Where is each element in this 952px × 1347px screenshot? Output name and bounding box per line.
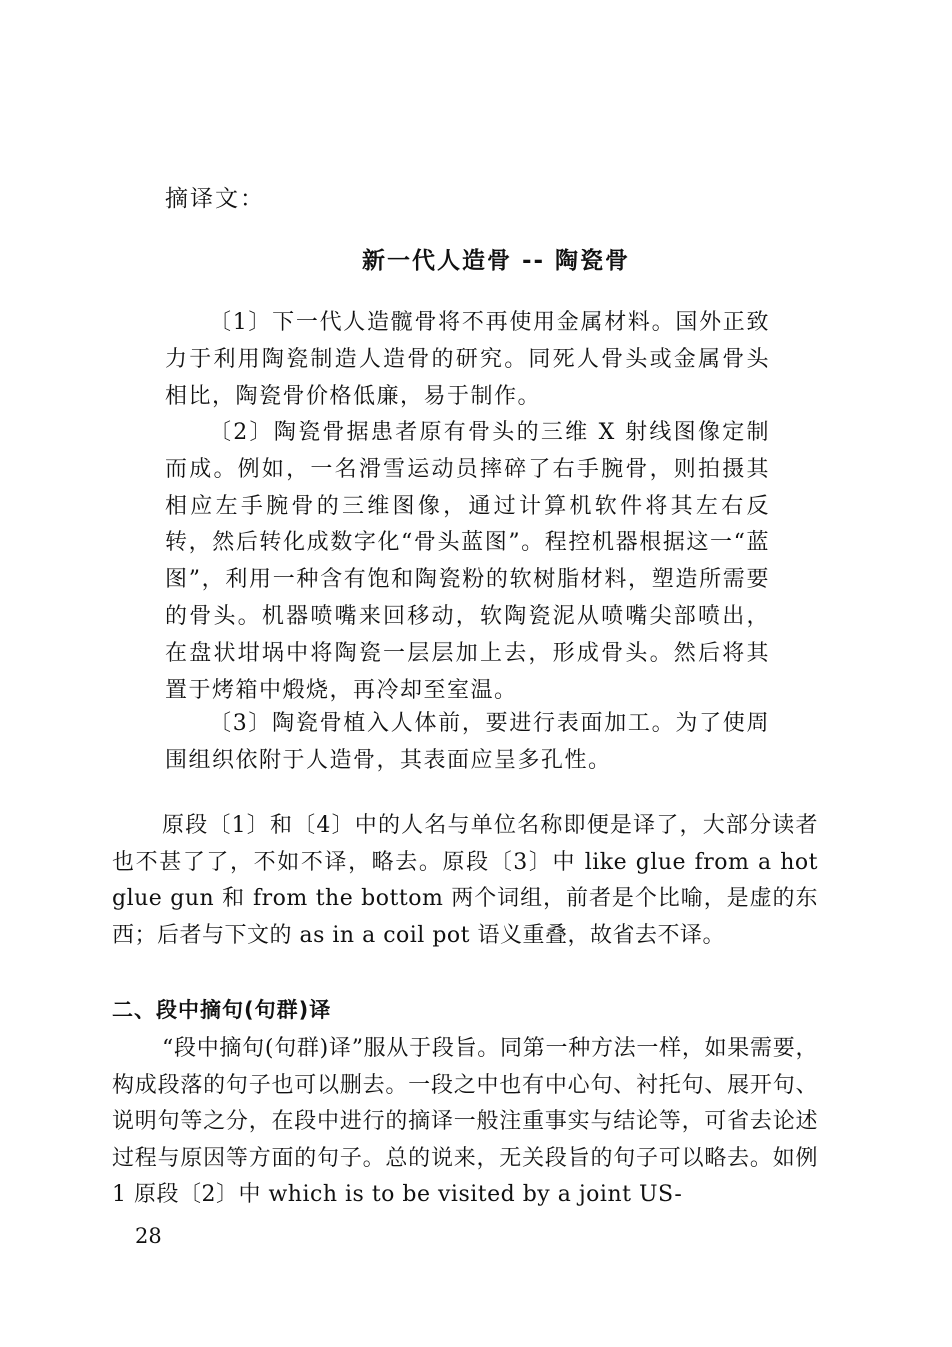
abstract-translation-label: 摘译文：	[165, 186, 265, 212]
section-paragraph: “段中摘句(句群)译”服从于段旨。同第一种方法一样，如果需要，构成段落的句子也可以删去。一段之中也有中心句、衬托句、展开句、说明句等之分，在段中进行的摘译一般注重事实与结论等，可省去论述过程与原因等方面的句子。总的说来，无关段旨的句子可以略去。如例 1 原段〔2〕中 which is to be visited by a joint US-	[112, 1036, 818, 1207]
commentary-paragraph: 原段〔1〕和〔4〕中的人名与单位名称即便是译了，大部分读者也不甚了了，不如不译，略去。原段〔3〕中 like glue from a hot glue gun 和 from the bottom 两个词组，前者是个比喻，是虚的东西；后者与下文的 as in a coil pot 语义重叠，故省去不译。	[112, 813, 818, 948]
section-heading: 二、段中摘句(句群)译	[112, 998, 332, 1022]
page-number: 28	[135, 1224, 162, 1248]
translation-paragraph-1: 〔1〕下一代人造髋骨将不再使用金属材料。国外正致力于利用陶瓷制造人造骨的研究。同死人骨头或金属骨头相比，陶瓷骨价格低廉，易于制作。	[165, 310, 770, 409]
translation-paragraph-3: 〔3〕陶瓷骨植入人体前，要进行表面加工。为了使周围组织依附于人造骨，其表面应呈多孔性。	[165, 711, 770, 773]
translation-title: 新一代人造骨 -- 陶瓷骨	[361, 248, 631, 274]
translation-paragraph-2: 〔2〕陶瓷骨据患者原有骨头的三维 X 射线图像定制而成。例如，一名滑雪运动员摔碎了右手腕骨，则拍摄其相应左手腕骨的三维图像，通过计算机软件将其左右反转，然后转化成数字化“骨头蓝图”。程控机器根据这一“蓝图”，利用一种含有饱和陶瓷粉的软树脂材料，塑造所需要的骨头。机器喷嘴来回移动，软陶瓷泥从喷嘴尖部喷出，在盘状坩埚中将陶瓷一层层加上去，形成骨头。然后将其置于烤箱中煅烧，再冷却至室温。	[165, 420, 770, 703]
